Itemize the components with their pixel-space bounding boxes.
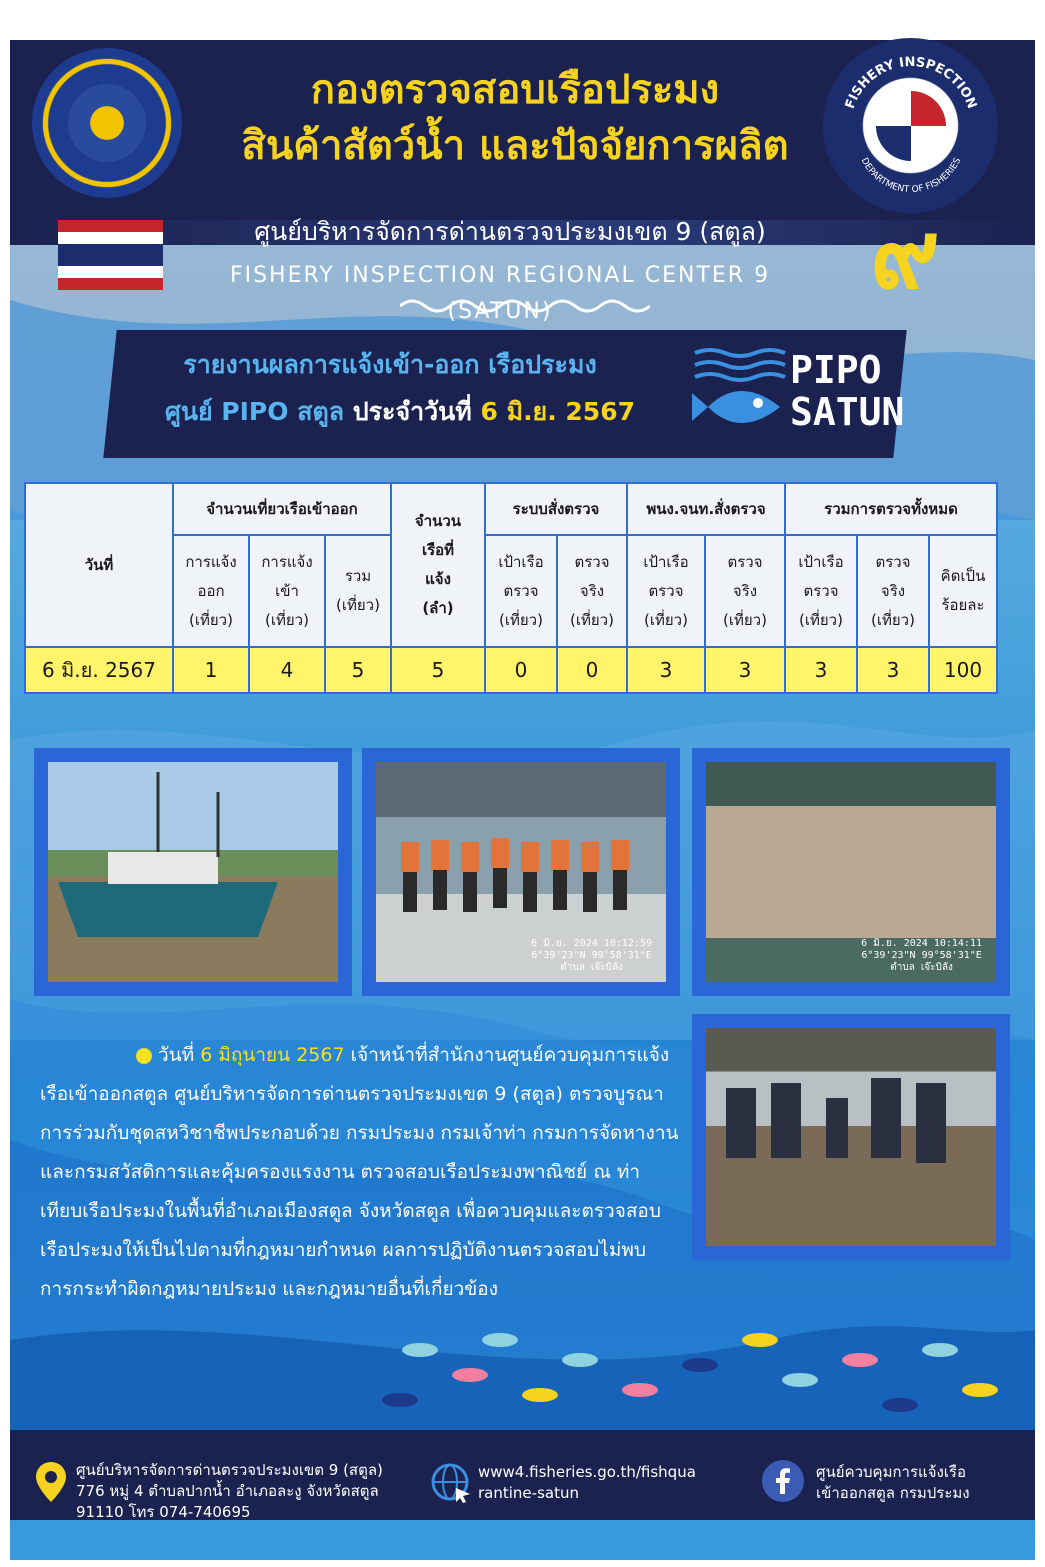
cell-sys-target: 0	[485, 647, 557, 693]
group-total-header: รวมการตรวจทั้งหมด	[785, 483, 997, 535]
center-name-th: ศูนย์บริหารจัดการด่านตรวจประมงเขต 9 (สตูล)	[254, 217, 766, 246]
fishery-inspection-badge-icon	[823, 38, 998, 213]
photo-stamp: 6 มิ.ย. 2024 10:14:11 6°39'23"N 99°58'31"E ตำบล เจ๊ะบิลัง	[861, 938, 982, 973]
cell-total: 5	[325, 647, 391, 693]
col-all-target-header: เป้าเรือ ตรวจ (เที่ยว)	[785, 535, 857, 647]
col-percent-header: คิดเป็น ร้อยละ	[929, 535, 997, 647]
photo-inspection-team	[692, 1014, 1010, 1260]
website-link[interactable]: www4.fisheries.go.th/fishqua rantine-satun	[478, 1463, 696, 1502]
cell-off-target: 3	[627, 647, 705, 693]
bullet-dot-icon	[136, 1048, 152, 1064]
col-date-header: วันที่	[25, 483, 173, 647]
cell-all-actual: 3	[857, 647, 929, 693]
group-officer-header: พนง.จนท.สั่งตรวจ	[627, 483, 785, 535]
photo-stamp: 6 มิ.ย. 2024 10:12:59 6°39'23"N 99°58'31"E ตำบล เจ๊ะบิลัง	[531, 938, 652, 973]
facebook-link[interactable]: ศูนย์ควบคุมการแจ้งเรือ เข้าออกสตูล กรมประมง	[816, 1463, 970, 1502]
pipo-logo-line2: SATUN	[790, 390, 905, 434]
thai-flag-icon	[58, 220, 163, 290]
group-system-header: ระบบสั่งตรวจ	[485, 483, 627, 535]
wave-divider-icon	[400, 296, 650, 316]
table-row	[25, 647, 997, 693]
paragraph-date: 6 มิถุนายน 2567	[200, 1044, 345, 1066]
report-paragraph	[40, 1036, 680, 1309]
photo-crew-lineup	[362, 748, 680, 996]
page-title-line2: สินค้าสัตว์น้ำ และปัจจัยการผลิต	[241, 123, 789, 169]
photo-fish-hold	[692, 748, 1010, 996]
svg-text:DEPARTMENT OF FISHERIES	[859, 156, 964, 195]
pipo-fish-icon	[690, 345, 790, 430]
group-trips-header: จำนวนเที่ยวเรือเข้าออก	[173, 483, 391, 535]
col-all-actual-header: ตรวจ จริง (เที่ยว)	[857, 535, 929, 647]
facebook-icon[interactable]	[760, 1458, 806, 1504]
svg-text:FISHERY INSPECTION	[843, 55, 979, 111]
col-off-target-header: เป้าเรือ ตรวจ (เที่ยว)	[627, 535, 705, 647]
globe-cursor-icon	[430, 1462, 472, 1504]
cell-percent: 100	[929, 647, 997, 693]
report-subtitle	[130, 392, 670, 432]
page-title-line1: กองตรวจสอบเรือประมง	[310, 67, 720, 113]
col-boats-header: จำนวน เรือที่ แจ้ง (ลำ)	[391, 483, 485, 647]
cell-in: 4	[249, 647, 325, 693]
photo-fishing-boat	[34, 748, 352, 996]
report-table	[24, 482, 998, 694]
cell-all-target: 3	[785, 647, 857, 693]
cell-out: 1	[173, 647, 249, 693]
paragraph-body: เจ้าหน้าที่สำนักงานศูนย์ควบคุมการแจ้งเรือเข้าออกสตูล ศูนย์บริหารจัดการด่านตรวจประมงเขต 9 (สตูล) ตรวจบูรณาการร่วมกับชุดสหวิชาชีพประกอบด้วย กรมประมง กรมเจ้าท่า กรมการจัดหางาน และกรมสวัสดิการและคุ้มครองแรงงาน ตรวจสอบเรือประมงพาณิชย์ ณ ท่าเทียบเรือประมงในพื้นที่อำเภอเมืองสตูล จังหวัดสตูล เพื่อควบคุมและตรวจสอบเรือประมงให้เป็นไปตามที่กฎหมายกำหนด ผลการปฏิบัติงานตรวจสอบไม่พบการกระทำผิดกฎหมายประมง และกฎหมายอื่นที่เกี่ยวข้อง	[40, 1044, 679, 1300]
cell-sys-actual: 0	[557, 647, 627, 693]
col-total-header: รวม (เที่ยว)	[325, 535, 391, 647]
pipo-logo-line1: PIPO	[790, 348, 882, 392]
cell-off-actual: 3	[705, 647, 785, 693]
center-name-en: FISHERY INSPECTION REGIONAL CENTER 9 (SATUN)	[229, 263, 771, 324]
location-pin-icon	[36, 1462, 66, 1502]
report-center: ศูนย์ PIPO สตูล	[164, 397, 345, 426]
paragraph-lead: วันที่	[158, 1044, 195, 1066]
footer-address: ศูนย์บริหารจัดการด่านตรวจประมงเขต 9 (สตูล) 776 หมู่ 4 ตำบลปากน้ำ อำเภอละงู จังหวัดสตูล 91110 โทร 074-740695	[76, 1461, 383, 1521]
fish-school-decoration	[380, 1320, 1025, 1430]
report-date-label: ประจำวันที่	[352, 397, 472, 426]
department-of-fisheries-seal-icon	[32, 48, 182, 198]
cell-date: 6 มิ.ย. 2567	[25, 647, 173, 693]
col-off-actual-header: ตรวจ จริง (เที่ยว)	[705, 535, 785, 647]
cell-boats: 5	[391, 647, 485, 693]
col-in-header: การแจ้ง เข้า (เที่ยว)	[249, 535, 325, 647]
col-sys-target-header: เป้าเรือ ตรวจ (เที่ยว)	[485, 535, 557, 647]
report-date: 6 มิ.ย. 2567	[480, 397, 635, 426]
badge-bottom-text: DEPARTMENT OF FISHERIES	[858, 156, 964, 196]
col-out-header: การแจ้ง ออก (เที่ยว)	[173, 535, 249, 647]
region-numeral: ๙	[870, 200, 940, 310]
col-sys-actual-header: ตรวจ จริง (เที่ยว)	[557, 535, 627, 647]
report-title: รายงานผลการแจ้งเข้า-ออก เรือประมง	[183, 350, 597, 379]
badge-top-text: FISHERY INSPECTION	[842, 54, 980, 111]
